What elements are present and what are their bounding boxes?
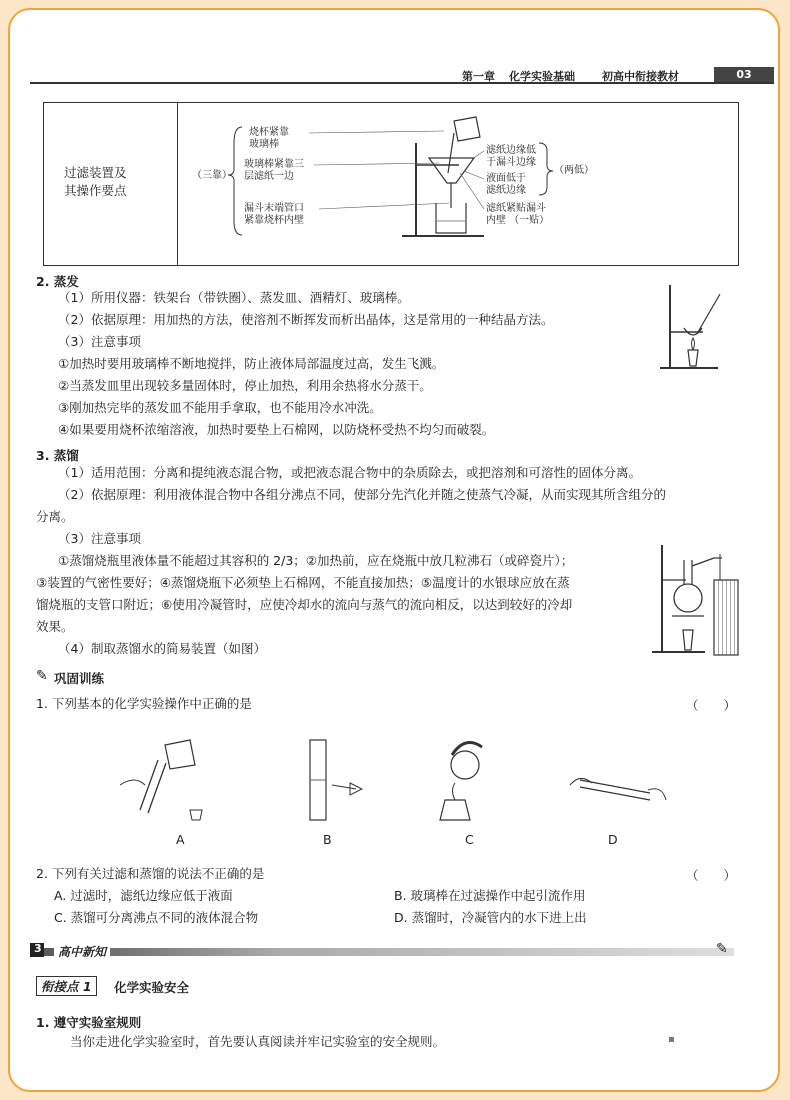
- evaporation-heading: 2. 蒸发: [36, 274, 79, 289]
- option-c-label[interactable]: C: [465, 832, 474, 847]
- connect-point-title: 化学实验安全: [114, 980, 190, 995]
- header-chapter-title: 化学实验基础: [509, 70, 575, 83]
- option-a-figure: [120, 740, 202, 820]
- option-c-figure: [440, 743, 482, 821]
- answer-bracket-1[interactable]: （ ）: [686, 698, 737, 713]
- evaporation-apparatus-figure: [658, 280, 738, 375]
- note-paper-stick-2: 内壁 （一贴）: [486, 215, 550, 226]
- option-a-label[interactable]: A: [176, 832, 185, 847]
- distillation-note1: ①蒸馏烧瓶里液体量不能超过其容积的 2/3；②加热前，应在烧瓶中放几粒沸石（或碎瓷片）；: [58, 553, 574, 568]
- option-b-figure: [310, 740, 362, 820]
- banner-title: 高中新知: [54, 943, 110, 960]
- header-book-title: 初高中衔接教材: [602, 70, 679, 83]
- q2-option-b[interactable]: B. 玻璃棒在过滤操作中起引流作用: [394, 888, 586, 903]
- three-contacts-label: （三靠）: [192, 170, 232, 181]
- note-beaker-rod-1: 烧杯紧靠: [249, 127, 289, 138]
- option-b-label[interactable]: B: [323, 832, 332, 847]
- distillation-p4: （4）制取蒸馏水的简易装置（如图）: [58, 641, 266, 656]
- corner-mark: ▪: [668, 1034, 675, 1045]
- distillation-p2a: （2）依据原理：利用液体混合物中各组分沸点不同，使部分先汽化并随之使蒸气冷凝，从而实现其所含组分的: [58, 487, 666, 502]
- rules-heading: 1. 遵守实验室规则: [36, 1015, 142, 1030]
- evaporation-p1: （1）所用仪器：铁架台（带铁圈）、蒸发皿、酒精灯、玻璃棒。: [58, 290, 410, 305]
- note-liquid-level-2: 滤纸边缘: [486, 185, 526, 196]
- question-1: 1. 下列基本的化学实验操作中正确的是: [36, 696, 252, 711]
- pencil-icon: ✎: [36, 668, 48, 684]
- note-paper-edge-1: 滤纸边缘低: [486, 145, 536, 156]
- distillation-p3: （3）注意事项: [58, 531, 141, 546]
- distillation-p2b: 分离。: [36, 509, 74, 524]
- filter-label-line2: 其操作要点: [64, 183, 127, 198]
- filter-apparatus-figure: [44, 103, 738, 265]
- evaporation-note3: ③刚加热完毕的蒸发皿不能用手拿取，也不能用冷水冲洗。: [58, 400, 382, 415]
- evaporation-note2: ②当蒸发皿里出现较多量固体时，停止加热，利用余热将水分蒸干。: [58, 378, 432, 393]
- banner-number-icon: 3: [34, 942, 42, 955]
- evaporation-p3: （3）注意事项: [58, 334, 141, 349]
- evaporation-p2: （2）依据原理：用加热的方法，使溶剂不断挥发而析出晶体，这是常用的一种结晶方法。: [58, 312, 554, 327]
- rules-paragraph: 当你走进化学实验室时，首先要认真阅读并牢记实验室的安全规则。: [70, 1034, 446, 1049]
- filter-table: [43, 102, 739, 266]
- note-paper-edge-2: 于漏斗边缘: [486, 157, 536, 168]
- note-funnel-tip-1: 漏斗末端管口: [244, 203, 304, 214]
- option-d-figure: [570, 778, 666, 800]
- note-funnel-tip-2: 紧靠烧杯内壁: [244, 215, 304, 226]
- page: [8, 8, 780, 1092]
- leaf-icon: ✎: [716, 941, 728, 957]
- practice-heading: 巩固训练: [54, 671, 105, 686]
- distillation-note2: ③装置的气密性要好；④蒸馏烧瓶下必须垫上石棉网，不能直接加热；⑤温度计的水银球应放在蒸: [36, 575, 570, 590]
- note-liquid-level-1: 液面低于: [486, 173, 526, 184]
- connect-point-badge: 衔接点 1: [36, 976, 97, 996]
- page-number: 03: [714, 67, 774, 82]
- note-rod-paper-1: 玻璃棒紧靠三: [244, 159, 304, 170]
- header-chapter: 第一章: [462, 70, 495, 83]
- distillation-heading: 3. 蒸馏: [36, 448, 79, 463]
- distillation-p1: （1）适用范围：分离和提纯液态混合物，或把液态混合物中的杂质除去，或把溶剂和可溶性的固体分离。: [58, 465, 641, 480]
- evaporation-note1: ①加热时要用玻璃棒不断地搅拌，防止液体局部温度过高，发生飞溅。: [58, 356, 445, 371]
- note-rod-paper-2: 层滤纸一边: [244, 171, 294, 182]
- note-paper-stick-1: 滤纸紧贴漏斗: [486, 203, 546, 214]
- section-banner: [30, 941, 734, 959]
- q2-option-d[interactable]: D. 蒸馏时，冷凝管内的水下进上出: [394, 910, 587, 925]
- distillation-note3: 馏烧瓶的支管口附近；⑥使用冷凝管时，应使冷却水的流向与蒸气的流向相反，以达到较好的冷却: [36, 597, 573, 612]
- answer-bracket-2[interactable]: （ ）: [686, 868, 737, 883]
- two-lows-label: （两低）: [554, 165, 594, 176]
- distillation-note4: 效果。: [36, 619, 74, 634]
- filter-label-line1: 过滤装置及: [64, 165, 127, 180]
- question-2: 2. 下列有关过滤和蒸馏的说法不正确的是: [36, 866, 265, 881]
- option-d-label[interactable]: D: [608, 832, 618, 847]
- q2-option-a[interactable]: A. 过滤时，滤纸边缘应低于液面: [54, 888, 233, 903]
- q2-option-c[interactable]: C. 蒸馏可分离沸点不同的液体混合物: [54, 910, 259, 925]
- note-beaker-rod-2: 玻璃棒: [249, 139, 279, 150]
- question-1-options-figure: [110, 725, 710, 830]
- distillation-apparatus-figure: [650, 540, 745, 660]
- evaporation-note4: ④如果要用烧杯浓缩溶液，加热时要垫上石棉网，以防烧杯受热不均匀而破裂。: [58, 422, 495, 437]
